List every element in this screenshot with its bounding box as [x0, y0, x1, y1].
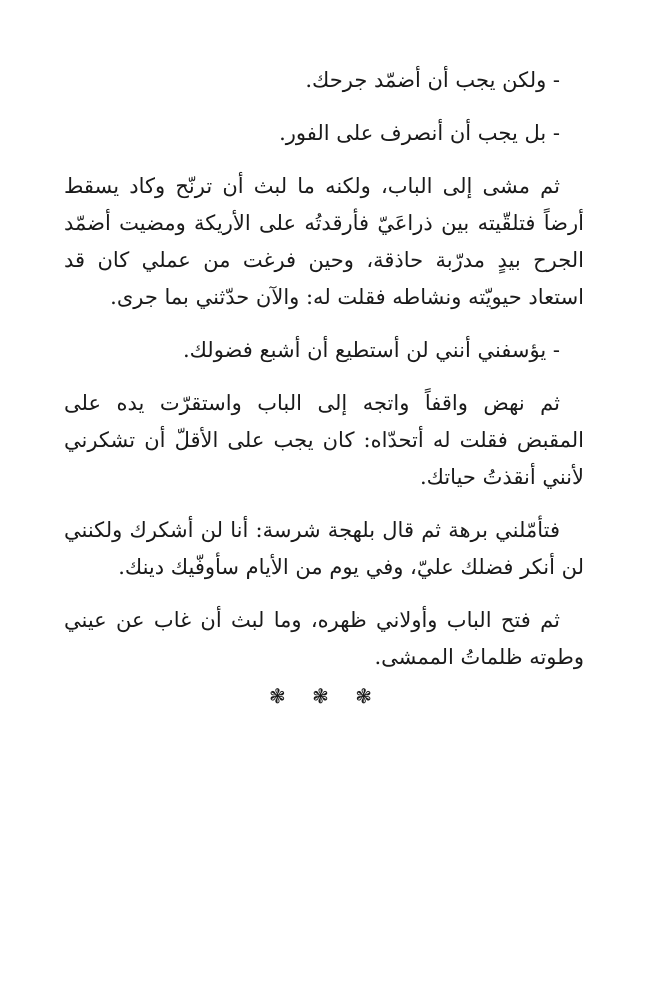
- narration-paragraph-4: ثم فتح الباب وأولاني ظهره، وما لبث أن غاب عن عيني وطوته ظلماتُ الممشى.: [64, 608, 584, 669]
- dialogue-line-2: - بل يجب أن أنصرف على الفور.: [279, 121, 560, 145]
- dialogue-line-1: - ولكن يجب أن أضمّد جرحك.: [305, 68, 560, 92]
- dialogue-line-3: - يؤسفني أنني لن أستطيع أن أشبع فضولك.: [182, 338, 560, 362]
- section-separator: ❃ ❃ ❃: [269, 684, 382, 708]
- narration-paragraph-3: فتأمّلني برهة ثم قال بلهجة شرسة: أنا لن أشكرك ولكنني لن أنكر فضلك عليّ، وفي يوم من الأيام سأوفّيك دينك.: [64, 518, 584, 579]
- book-page: [64, 62, 584, 692]
- narration-paragraph-2: ثم نهض واقفاً واتجه إلى الباب واستقرّت يده على المقبض فقلت له أتحدّاه: كان يجب على الأقلّ أن تشكرني لأنني أنقذتُ حياتك.: [64, 391, 584, 489]
- narration-paragraph-1: ثم مشى إلى الباب، ولكنه ما لبث أن ترنّح وكاد يسقط أرضاً فتلقّيته بين ذراعَيّ فأرقدتُه على الأريكة ومضيت أضمّد الجرح بيدٍ مدرّبة حاذقة، وحين فرغت من عملي كان قد استعاد حيويّته ونشاطه فقلت له: والآن حدّثني بما جرى.: [64, 174, 584, 309]
